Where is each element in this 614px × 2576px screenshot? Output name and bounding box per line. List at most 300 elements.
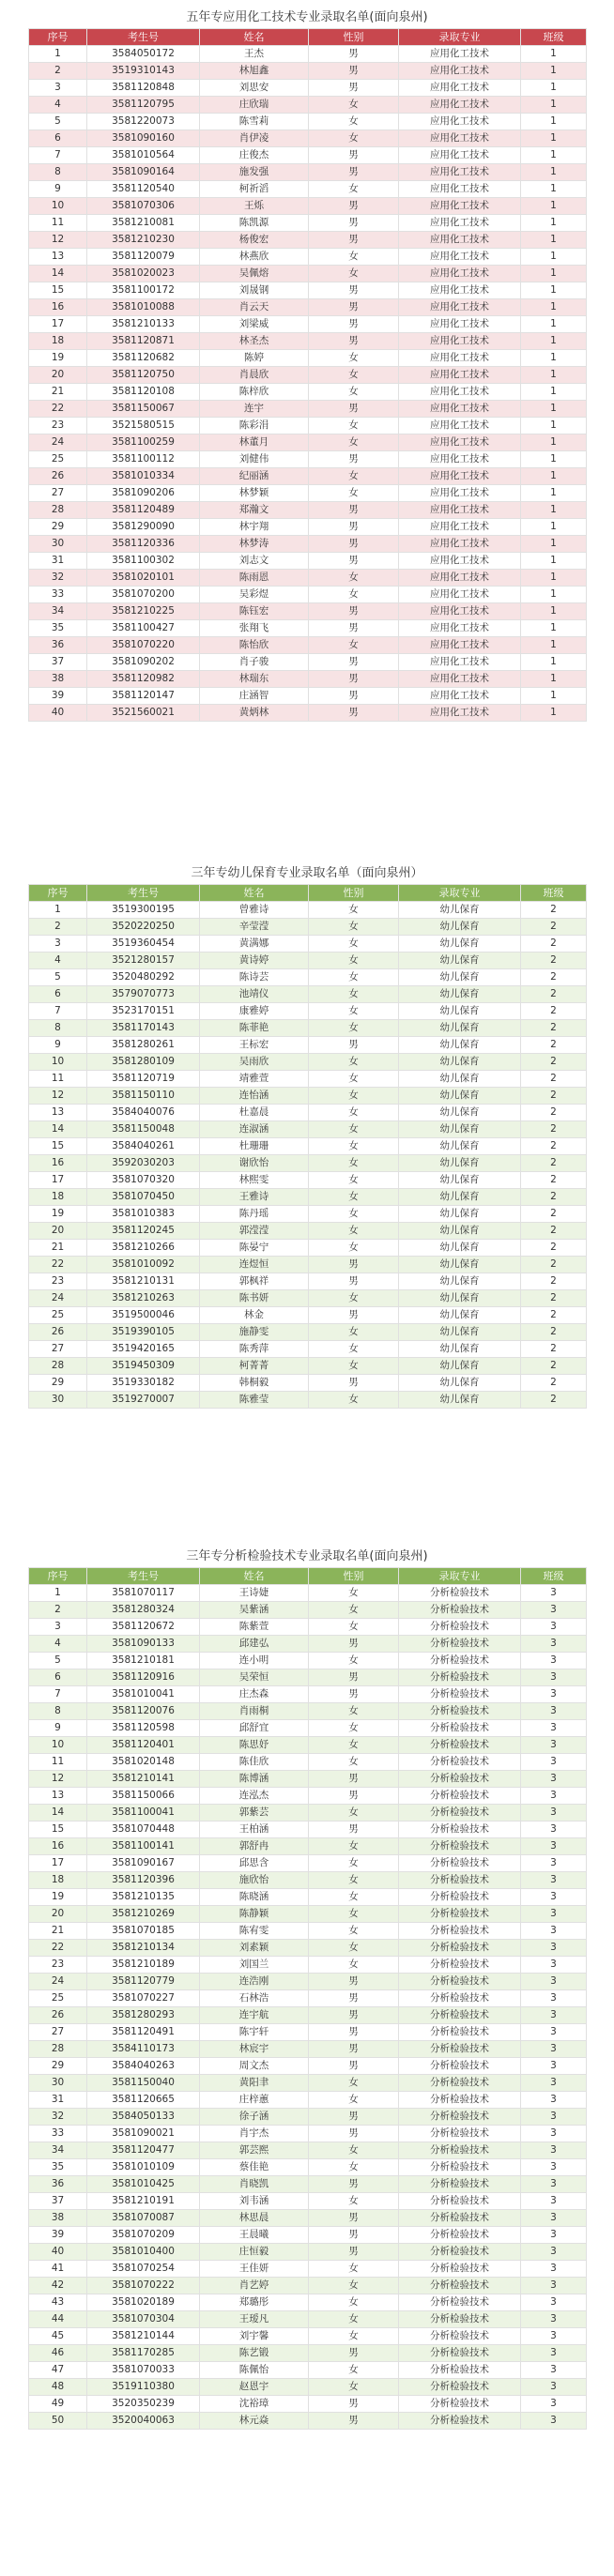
col-name-cell: 蔡佳艳 — [200, 2159, 309, 2176]
section-title: 三年专幼儿保育专业录取名单（面向泉州） — [191, 866, 423, 880]
col-exam-number-cell: 3581090164 — [87, 164, 200, 181]
col-major-cell: 幼儿保育 — [399, 1375, 521, 1392]
col-index-cell: 12 — [29, 1771, 87, 1788]
col-exam-number-cell: 3581120396 — [87, 1872, 200, 1889]
section-title: 三年专分析检验技术专业录取名单(面向泉州) — [186, 1549, 428, 1563]
table-row — [29, 2345, 587, 2362]
col-exam-number-cell: 3520040063 — [87, 2413, 200, 2430]
col-major-cell: 分析检验技术 — [399, 2109, 521, 2126]
table-row — [29, 1838, 587, 1855]
col-major-cell: 应用化工技术 — [399, 181, 521, 198]
table-row — [29, 1636, 587, 1653]
col-major-cell: 幼儿保育 — [399, 1341, 521, 1358]
col-gender-cell: 女 — [309, 2075, 399, 2092]
table-row — [29, 282, 587, 299]
col-index-cell: 36 — [29, 637, 87, 654]
col-gender-cell: 女 — [309, 2159, 399, 2176]
col-exam-number-cell: 3581120750 — [87, 367, 200, 384]
table-row — [29, 1240, 587, 1257]
col-class-cell: 3 — [521, 2362, 587, 2379]
col-exam-number-cell: 3581010564 — [87, 147, 200, 164]
col-major-cell: 分析检验技术 — [399, 1990, 521, 2007]
admission-table — [28, 1567, 587, 2430]
col-major-cell: 应用化工技术 — [399, 620, 521, 637]
col-major-cell: 应用化工技术 — [399, 316, 521, 333]
col-name-cell: 庄俊杰 — [200, 147, 309, 164]
col-index-cell: 13 — [29, 1788, 87, 1805]
col-class-cell: 2 — [521, 1071, 587, 1088]
col-index-cell: 12 — [29, 1088, 87, 1105]
col-exam-number-cell: 3519450309 — [87, 1358, 200, 1375]
col-major-cell: 分析检验技术 — [399, 1653, 521, 1669]
table-row — [29, 1155, 587, 1172]
col-gender-cell: 女 — [309, 97, 399, 114]
col-name-cell: 陈思妤 — [200, 1737, 309, 1754]
col-name-cell: 陈晏宁 — [200, 1240, 309, 1257]
table-row — [29, 2058, 587, 2075]
col-major-cell: 分析检验技术 — [399, 1923, 521, 1940]
col-name-cell: 辛莹滢 — [200, 919, 309, 936]
col-major-cell: 分析检验技术 — [399, 2294, 521, 2311]
col-gender-cell: 女 — [309, 1138, 399, 1155]
col-class-cell: 1 — [521, 215, 587, 232]
col-class-cell: 1 — [521, 705, 587, 722]
col-class-cell: 3 — [521, 2092, 587, 2109]
col-name-cell: 王柏涵 — [200, 1821, 309, 1838]
col-name-cell: 连浩刚 — [200, 1974, 309, 1990]
col-exam-number-cell: 3519300195 — [87, 902, 200, 919]
col-exam-number-cell: 3581070117 — [87, 1585, 200, 1602]
col-gender-cell: 女 — [309, 2311, 399, 2328]
col-exam-number-cell: 3520480292 — [87, 969, 200, 986]
col-major-cell: 分析检验技术 — [399, 1821, 521, 1838]
col-gender-cell: 女 — [309, 2328, 399, 2345]
table-row — [29, 1602, 587, 1619]
col-index-cell: 1 — [29, 1585, 87, 1602]
col-name-cell: 郭紫芸 — [200, 1805, 309, 1821]
table-row — [29, 2311, 587, 2328]
col-gender-cell: 女 — [309, 249, 399, 266]
col-gender-cell: 男 — [309, 1375, 399, 1392]
col-major-cell: 幼儿保育 — [399, 986, 521, 1003]
col-index-cell: 9 — [29, 181, 87, 198]
table-row — [29, 1974, 587, 1990]
col-class-cell: 1 — [521, 147, 587, 164]
col-major-cell: 幼儿保育 — [399, 1290, 521, 1307]
col-class-cell: 3 — [521, 1990, 587, 2007]
col-name-cell: 柯祈滔 — [200, 181, 309, 198]
col-major-cell: 应用化工技术 — [399, 198, 521, 215]
col-index-cell: 22 — [29, 1257, 87, 1273]
table-row — [29, 249, 587, 266]
col-index-cell: 8 — [29, 164, 87, 181]
col-exam-number-cell: 3581210263 — [87, 1290, 200, 1307]
table-row — [29, 215, 587, 232]
col-exam-number-cell: 3581210133 — [87, 316, 200, 333]
col-major-cell: 应用化工技术 — [399, 418, 521, 434]
col-exam-number-cell: 3581070220 — [87, 637, 200, 654]
col-major-cell: 幼儿保育 — [399, 1324, 521, 1341]
col-name-cell: 林宸宇 — [200, 2041, 309, 2058]
col-name-cell: 肖艺婷 — [200, 2278, 309, 2294]
col-index-cell: 23 — [29, 418, 87, 434]
table-row — [29, 1071, 587, 1088]
col-index-cell: 25 — [29, 451, 87, 468]
col-major-cell: 分析检验技术 — [399, 1703, 521, 1720]
col-index-cell: 28 — [29, 2041, 87, 2058]
col-index-cell: 11 — [29, 1754, 87, 1771]
header-col-index: 序号 — [29, 1568, 87, 1585]
col-index-cell: 10 — [29, 1054, 87, 1071]
col-exam-number-cell: 3579070773 — [87, 986, 200, 1003]
col-index-cell: 17 — [29, 316, 87, 333]
col-major-cell: 分析检验技术 — [399, 1838, 521, 1855]
col-class-cell: 3 — [521, 1821, 587, 1838]
col-major-cell: 分析检验技术 — [399, 2041, 521, 2058]
col-class-cell: 1 — [521, 367, 587, 384]
col-class-cell: 2 — [521, 1358, 587, 1375]
col-class-cell: 3 — [521, 1974, 587, 1990]
header-col-name: 姓名 — [200, 29, 309, 46]
col-exam-number-cell: 3581280109 — [87, 1054, 200, 1071]
table-row — [29, 97, 587, 114]
col-index-cell: 19 — [29, 350, 87, 367]
col-index-cell: 17 — [29, 1855, 87, 1872]
col-gender-cell: 男 — [309, 147, 399, 164]
col-class-cell: 2 — [521, 1105, 587, 1121]
col-gender-cell: 女 — [309, 1088, 399, 1105]
table-row — [29, 1290, 587, 1307]
col-exam-number-cell: 3581120682 — [87, 350, 200, 367]
col-exam-number-cell: 3519390105 — [87, 1324, 200, 1341]
col-index-cell: 30 — [29, 536, 87, 553]
col-class-cell: 2 — [521, 986, 587, 1003]
col-exam-number-cell: 3581020148 — [87, 1754, 200, 1771]
table-row — [29, 2261, 587, 2278]
col-major-cell: 分析检验技术 — [399, 1754, 521, 1771]
table-row — [29, 1653, 587, 1669]
col-name-cell: 陈佩怡 — [200, 2362, 309, 2379]
col-name-cell: 连淑涵 — [200, 1121, 309, 1138]
col-gender-cell: 女 — [309, 1720, 399, 1737]
col-major-cell: 应用化工技术 — [399, 654, 521, 671]
col-name-cell: 陈静颖 — [200, 1906, 309, 1923]
col-major-cell: 幼儿保育 — [399, 936, 521, 953]
col-name-cell: 陈博涵 — [200, 1771, 309, 1788]
col-gender-cell: 女 — [309, 1358, 399, 1375]
table-row — [29, 2109, 587, 2126]
table-row — [29, 1223, 587, 1240]
col-name-cell: 肖雨桐 — [200, 1703, 309, 1720]
table-row — [29, 536, 587, 553]
col-class-cell: 3 — [521, 1923, 587, 1940]
col-major-cell: 分析检验技术 — [399, 2396, 521, 2413]
col-exam-number-cell: 3581120477 — [87, 2142, 200, 2159]
col-name-cell: 杨俊宏 — [200, 232, 309, 249]
col-major-cell: 应用化工技术 — [399, 80, 521, 97]
col-gender-cell: 男 — [309, 705, 399, 722]
col-exam-number-cell: 3519110380 — [87, 2379, 200, 2396]
col-exam-number-cell: 3581010400 — [87, 2244, 200, 2261]
col-name-cell: 郭舒冉 — [200, 1838, 309, 1855]
col-major-cell: 分析检验技术 — [399, 1720, 521, 1737]
col-index-cell: 30 — [29, 1392, 87, 1409]
col-exam-number-cell: 3581170285 — [87, 2345, 200, 2362]
col-name-cell: 庄梓蕙 — [200, 2092, 309, 2109]
col-index-cell: 39 — [29, 2227, 87, 2244]
table-row — [29, 266, 587, 282]
col-gender-cell: 男 — [309, 1974, 399, 1990]
col-major-cell: 应用化工技术 — [399, 553, 521, 570]
col-exam-number-cell: 3581010092 — [87, 1257, 200, 1273]
col-class-cell: 3 — [521, 2413, 587, 2430]
col-exam-number-cell: 3581120336 — [87, 536, 200, 553]
col-major-cell: 应用化工技术 — [399, 63, 521, 80]
col-gender-cell: 男 — [309, 671, 399, 688]
col-index-cell: 31 — [29, 553, 87, 570]
col-class-cell: 1 — [521, 181, 587, 198]
col-major-cell: 分析检验技术 — [399, 1855, 521, 1872]
col-name-cell: 黄满娜 — [200, 936, 309, 953]
col-exam-number-cell: 3519420165 — [87, 1341, 200, 1358]
col-class-cell: 1 — [521, 80, 587, 97]
col-class-cell: 1 — [521, 468, 587, 485]
col-name-cell: 陈宇轩 — [200, 2024, 309, 2041]
col-exam-number-cell: 3581090167 — [87, 1855, 200, 1872]
table-row — [29, 1821, 587, 1838]
table-row — [29, 1990, 587, 2007]
col-index-cell: 42 — [29, 2278, 87, 2294]
col-name-cell: 刘宇馨 — [200, 2328, 309, 2345]
col-exam-number-cell: 3581120795 — [87, 97, 200, 114]
col-gender-cell: 女 — [309, 2278, 399, 2294]
col-index-cell: 19 — [29, 1206, 87, 1223]
col-major-cell: 幼儿保育 — [399, 1223, 521, 1240]
col-name-cell: 赵恩宇 — [200, 2379, 309, 2396]
table-row — [29, 2041, 587, 2058]
col-class-cell: 2 — [521, 1206, 587, 1223]
col-gender-cell: 女 — [309, 637, 399, 654]
col-major-cell: 应用化工技术 — [399, 282, 521, 299]
col-major-cell: 分析检验技术 — [399, 2227, 521, 2244]
col-class-cell: 3 — [521, 2176, 587, 2193]
col-index-cell: 2 — [29, 919, 87, 936]
col-name-cell: 周文杰 — [200, 2058, 309, 2075]
table-row — [29, 986, 587, 1003]
col-name-cell: 陈秀萍 — [200, 1341, 309, 1358]
col-major-cell: 应用化工技术 — [399, 502, 521, 519]
col-index-cell: 36 — [29, 2176, 87, 2193]
col-name-cell: 徐子涵 — [200, 2109, 309, 2126]
col-class-cell: 3 — [521, 1703, 587, 1720]
col-gender-cell: 女 — [309, 485, 399, 502]
col-exam-number-cell: 3581090021 — [87, 2126, 200, 2142]
col-exam-number-cell: 3584050133 — [87, 2109, 200, 2126]
col-class-cell: 3 — [521, 1788, 587, 1805]
col-exam-number-cell: 3581150066 — [87, 1788, 200, 1805]
col-class-cell: 1 — [521, 46, 587, 63]
col-major-cell: 应用化工技术 — [399, 451, 521, 468]
col-gender-cell: 男 — [309, 688, 399, 705]
col-gender-cell: 男 — [309, 333, 399, 350]
col-index-cell: 20 — [29, 1223, 87, 1240]
table-row — [29, 418, 587, 434]
col-class-cell: 3 — [521, 1771, 587, 1788]
col-gender-cell: 女 — [309, 367, 399, 384]
col-major-cell: 幼儿保育 — [399, 1138, 521, 1155]
col-index-cell: 26 — [29, 468, 87, 485]
col-class-cell: 2 — [521, 1054, 587, 1071]
col-index-cell: 16 — [29, 1838, 87, 1855]
header-col-major: 录取专业 — [399, 885, 521, 902]
col-gender-cell: 男 — [309, 620, 399, 637]
col-major-cell: 幼儿保育 — [399, 1088, 521, 1105]
col-name-cell: 黄诗婷 — [200, 953, 309, 969]
col-class-cell: 1 — [521, 688, 587, 705]
col-name-cell: 邱思含 — [200, 1855, 309, 1872]
col-index-cell: 20 — [29, 367, 87, 384]
col-name-cell: 王佳妍 — [200, 2261, 309, 2278]
col-major-cell: 幼儿保育 — [399, 1155, 521, 1172]
table-row — [29, 2007, 587, 2024]
col-class-cell: 2 — [521, 1138, 587, 1155]
col-class-cell: 1 — [521, 434, 587, 451]
table-row — [29, 451, 587, 468]
col-major-cell: 应用化工技术 — [399, 367, 521, 384]
col-exam-number-cell: 3581120491 — [87, 2024, 200, 2041]
col-gender-cell: 女 — [309, 1290, 399, 1307]
col-gender-cell: 男 — [309, 1788, 399, 1805]
col-major-cell: 分析检验技术 — [399, 1636, 521, 1653]
header-col-exam-number: 考生号 — [87, 1568, 200, 1585]
col-index-cell: 9 — [29, 1037, 87, 1054]
col-major-cell: 幼儿保育 — [399, 1121, 521, 1138]
col-major-cell: 分析检验技术 — [399, 2261, 521, 2278]
col-exam-number-cell: 3581210134 — [87, 1940, 200, 1957]
table-row — [29, 1923, 587, 1940]
table-row — [29, 1754, 587, 1771]
table-row — [29, 2142, 587, 2159]
table-row — [29, 485, 587, 502]
col-gender-cell: 女 — [309, 1619, 399, 1636]
col-exam-number-cell: 3581220073 — [87, 114, 200, 130]
col-gender-cell: 女 — [309, 1838, 399, 1855]
col-exam-number-cell: 3581090202 — [87, 654, 200, 671]
col-major-cell: 分析检验技术 — [399, 2126, 521, 2142]
col-class-cell: 3 — [521, 1754, 587, 1771]
col-major-cell: 应用化工技术 — [399, 215, 521, 232]
col-index-cell: 10 — [29, 1737, 87, 1754]
col-name-cell: 庄杰森 — [200, 1686, 309, 1703]
col-name-cell: 肖子骏 — [200, 654, 309, 671]
col-index-cell: 22 — [29, 401, 87, 418]
table-row — [29, 367, 587, 384]
col-class-cell: 3 — [521, 2379, 587, 2396]
col-major-cell: 分析检验技术 — [399, 1906, 521, 1923]
col-class-cell: 1 — [521, 654, 587, 671]
col-class-cell: 1 — [521, 63, 587, 80]
col-exam-number-cell: 3581020023 — [87, 266, 200, 282]
col-gender-cell: 男 — [309, 2227, 399, 2244]
col-name-cell: 肖宇杰 — [200, 2126, 309, 2142]
col-major-cell: 应用化工技术 — [399, 249, 521, 266]
section-analysis — [28, 1547, 586, 2430]
col-class-cell: 3 — [521, 1686, 587, 1703]
col-exam-number-cell: 3581120982 — [87, 671, 200, 688]
header-col-exam-number: 考生号 — [87, 29, 200, 46]
col-class-cell: 1 — [521, 198, 587, 215]
table-row — [29, 688, 587, 705]
col-major-cell: 应用化工技术 — [399, 570, 521, 587]
col-gender-cell: 男 — [309, 2007, 399, 2024]
col-class-cell: 3 — [521, 2142, 587, 2159]
col-exam-number-cell: 3581280324 — [87, 1602, 200, 1619]
col-index-cell: 14 — [29, 1805, 87, 1821]
col-index-cell: 6 — [29, 986, 87, 1003]
col-gender-cell: 男 — [309, 2126, 399, 2142]
col-index-cell: 9 — [29, 1720, 87, 1737]
header-col-class: 班级 — [521, 29, 587, 46]
table-row — [29, 570, 587, 587]
table-row — [29, 705, 587, 722]
col-major-cell: 幼儿保育 — [399, 969, 521, 986]
col-gender-cell: 男 — [309, 2058, 399, 2075]
col-gender-cell: 男 — [309, 2041, 399, 2058]
table-row — [29, 519, 587, 536]
col-gender-cell: 男 — [309, 1636, 399, 1653]
col-name-cell: 陈宥雯 — [200, 1923, 309, 1940]
col-name-cell: 黄炳林 — [200, 705, 309, 722]
col-index-cell: 35 — [29, 620, 87, 637]
col-class-cell: 3 — [521, 2328, 587, 2345]
col-gender-cell: 男 — [309, 451, 399, 468]
col-exam-number-cell: 3584040076 — [87, 1105, 200, 1121]
col-name-cell: 陈雨恩 — [200, 570, 309, 587]
col-gender-cell: 女 — [309, 1054, 399, 1071]
col-class-cell: 1 — [521, 249, 587, 266]
section-title: 五年专应用化工技术专业录取名单(面向泉州) — [186, 10, 428, 24]
col-class-cell: 1 — [521, 266, 587, 282]
col-major-cell: 应用化工技术 — [399, 637, 521, 654]
col-exam-number-cell: 3581120079 — [87, 249, 200, 266]
col-exam-number-cell: 3581100259 — [87, 434, 200, 451]
col-index-cell: 29 — [29, 519, 87, 536]
col-name-cell: 郑瀚文 — [200, 502, 309, 519]
col-exam-number-cell: 3581100112 — [87, 451, 200, 468]
table-row — [29, 2396, 587, 2413]
table-row — [29, 2126, 587, 2142]
col-name-cell: 陈钰宏 — [200, 603, 309, 620]
col-major-cell: 应用化工技术 — [399, 587, 521, 603]
col-exam-number-cell: 3581090206 — [87, 485, 200, 502]
col-class-cell: 1 — [521, 671, 587, 688]
col-gender-cell: 男 — [309, 2024, 399, 2041]
col-name-cell: 陈紫萱 — [200, 1619, 309, 1636]
col-class-cell: 3 — [521, 2041, 587, 2058]
col-gender-cell: 男 — [309, 1257, 399, 1273]
col-name-cell: 陈诗芸 — [200, 969, 309, 986]
table-row — [29, 1257, 587, 1273]
col-class-cell: 2 — [521, 1290, 587, 1307]
col-index-cell: 18 — [29, 333, 87, 350]
col-index-cell: 21 — [29, 384, 87, 401]
header-col-gender: 性别 — [309, 1568, 399, 1585]
col-gender-cell: 男 — [309, 232, 399, 249]
col-index-cell: 2 — [29, 63, 87, 80]
col-name-cell: 纪丽涵 — [200, 468, 309, 485]
col-exam-number-cell: 3581150110 — [87, 1088, 200, 1105]
table-row — [29, 1788, 587, 1805]
